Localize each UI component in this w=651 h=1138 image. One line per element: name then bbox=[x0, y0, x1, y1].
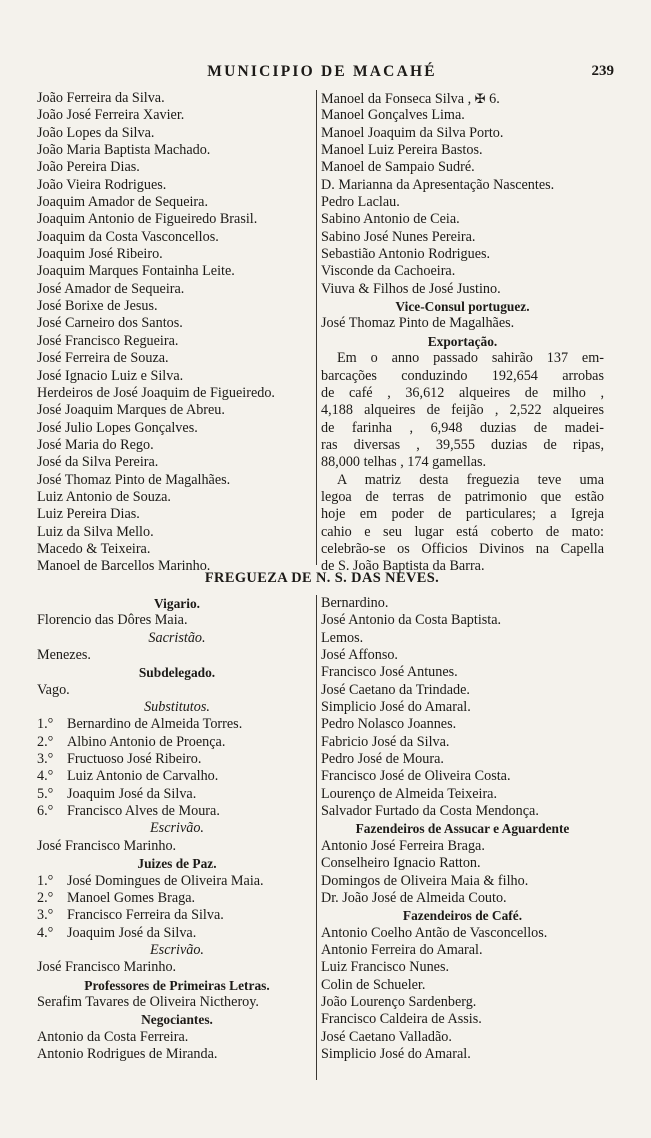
list-item: Fabricio José da Silva. bbox=[321, 733, 450, 750]
list-item: Joaquim José Ribeiro. bbox=[37, 246, 163, 263]
item-number: 4.° bbox=[37, 924, 54, 941]
assucar-heading: Fazendeiros de Assucar e Aguardente bbox=[355, 821, 570, 837]
list-item: Antonio Rodrigues de Miranda. bbox=[37, 1045, 218, 1062]
list-item: João Pereira Dias. bbox=[37, 159, 140, 176]
list-item: José Joaquim Marques de Abreu. bbox=[37, 402, 225, 419]
item-number: 5.° bbox=[37, 785, 54, 802]
list-item: José Caetano da Trindade. bbox=[321, 681, 470, 698]
escrivao-heading: Escrivão. bbox=[150, 820, 204, 837]
page-title: MUNICIPIO DE MACAHÉ bbox=[207, 63, 437, 80]
item-name: Joaquim José da Silva. bbox=[67, 785, 197, 802]
list-item: José Julio Lopes Gonçalves. bbox=[37, 419, 198, 436]
item-number: 4.° bbox=[37, 768, 54, 785]
export-paragraph-2 bbox=[321, 472, 604, 576]
list-item: Manoel Joaquim da Silva Porto. bbox=[321, 124, 504, 141]
list-item: José Thomaz Pinto de Magalhães. bbox=[37, 471, 231, 488]
vice-consul-name: José Thomaz Pinto de Magalhães. bbox=[321, 315, 515, 332]
item-name: Joaquim José da Silva. bbox=[67, 924, 197, 941]
list-item: Joaquim Antonio de Figueiredo Brasil. bbox=[37, 211, 258, 228]
list-item: Colin de Schueler. bbox=[321, 976, 426, 993]
paragraph-line: 88,000 telhas , 174 gamellas. bbox=[321, 454, 487, 471]
list-item: Francisco José Antunes. bbox=[321, 664, 458, 681]
escrivao-name: José Francisco Marinho. bbox=[37, 837, 177, 854]
names-list bbox=[321, 107, 604, 298]
list-item: Luiz da Silva Mello. bbox=[37, 523, 154, 540]
top-right-column bbox=[316, 90, 604, 575]
negociantes-heading: Negociantes. bbox=[141, 1012, 213, 1028]
top-left-column bbox=[37, 90, 317, 576]
list-item: Pedro Laclau. bbox=[321, 194, 400, 211]
list-item: José Caetano Valladão. bbox=[321, 1028, 452, 1045]
paragraph-line: legoa de terras de patrimonio que estão bbox=[321, 488, 604, 505]
list-item: José Affonso. bbox=[321, 647, 398, 664]
list-item: Viuva & Filhos de José Justino. bbox=[321, 280, 501, 297]
list-item: Sabino Antonio de Ceia. bbox=[321, 211, 460, 228]
vigario-name: Florencio das Dôres Maia. bbox=[37, 612, 188, 629]
list-item: Antonio José Ferreira Braga. bbox=[321, 837, 485, 854]
order-number: 6. bbox=[489, 91, 500, 107]
paragraph-line: celebrão-se os Officios Divinos na Capella bbox=[321, 540, 604, 557]
vice-consul-heading: Vice-Consul portuguez. bbox=[395, 299, 530, 315]
list-item: Manoel de Barcellos Marinho. bbox=[37, 558, 211, 575]
subdelegado-heading: Subdelegado. bbox=[138, 665, 216, 681]
list-item: Conselheiro Ignacio Ratton. bbox=[321, 855, 481, 872]
substitutos-heading: Substitutos. bbox=[144, 699, 210, 716]
freguezia-heading: FREGUEZA DE N. S. DAS NEVES. bbox=[204, 570, 440, 586]
list-item: João Ferreira da Silva. bbox=[37, 90, 165, 106]
numbered-item bbox=[37, 925, 317, 942]
list-item: Antonio da Costa Ferreira. bbox=[37, 1028, 189, 1045]
item-number: 2.° bbox=[37, 733, 54, 750]
juizes-heading: Juizes de Paz. bbox=[137, 856, 217, 872]
list-item: Manoel Luiz Pereira Bastos. bbox=[321, 142, 483, 159]
numbered-item bbox=[37, 786, 317, 803]
bottom-left-column bbox=[37, 595, 317, 1063]
list-item: Pedro José de Moura. bbox=[321, 751, 444, 768]
list-item: Lourenço de Almeida Teixeira. bbox=[321, 785, 498, 802]
list-item: Sabino José Nunes Pereira. bbox=[321, 228, 476, 245]
item-number: 6.° bbox=[37, 803, 54, 820]
list-item: D. Marianna da Apresentação Nascentes. bbox=[321, 176, 555, 193]
list-item: José Antonio da Costa Baptista. bbox=[321, 612, 502, 629]
list-item: Joaquim da Costa Vasconcellos. bbox=[37, 228, 219, 245]
numbered-item bbox=[37, 803, 317, 820]
page-number: 239 bbox=[591, 63, 614, 79]
item-number: 1.° bbox=[37, 716, 54, 733]
item-name: Francisco Alves de Moura. bbox=[67, 803, 220, 820]
numbered-item bbox=[37, 890, 317, 907]
sacristao-name: Menezes. bbox=[37, 647, 91, 664]
list-item: João Maria Baptista Machado. bbox=[37, 142, 211, 159]
list-item: Luiz Antonio de Souza. bbox=[37, 488, 171, 505]
list-item: José Amador de Sequeira. bbox=[37, 280, 185, 297]
list-item: José Carneiro dos Santos. bbox=[37, 315, 183, 332]
item-name: Francisco Ferreira da Silva. bbox=[67, 907, 224, 924]
numbered-item bbox=[37, 873, 317, 890]
item-name: Albino Antonio de Proença. bbox=[67, 733, 226, 750]
paragraph-line: de farinha , 6,948 duzias de madei- bbox=[321, 419, 604, 436]
list-item: Dr. João José de Almeida Couto. bbox=[321, 889, 507, 906]
paragraph-line: de S. João Baptista da Barra. bbox=[321, 558, 485, 575]
item-name: Bernardino de Almeida Torres. bbox=[67, 716, 243, 733]
list-item: Domingos de Oliveira Maia & filho. bbox=[321, 872, 529, 889]
list-item: Lemos. bbox=[321, 629, 364, 646]
item-number: 2.° bbox=[37, 889, 54, 906]
sacristao-heading: Sacristão. bbox=[148, 629, 206, 646]
list-item: José Ignacio Luiz e Silva. bbox=[37, 367, 184, 384]
item-name: Fructuoso José Ribeiro. bbox=[67, 751, 202, 768]
professor-name: Serafim Tavares de Oliveira Nictheroy. bbox=[37, 993, 259, 1010]
list-item: José Ferreira de Souza. bbox=[37, 350, 169, 367]
list-item: Manoel de Sampaio Sudré. bbox=[321, 159, 475, 176]
item-name: Luiz Antonio de Carvalho. bbox=[67, 768, 219, 785]
export-heading: Exportação. bbox=[427, 333, 498, 349]
paragraph-line: ras diversas , 39,555 duzias de ripas, bbox=[321, 436, 604, 453]
list-item: Sebastião Antonio Rodrigues. bbox=[321, 246, 491, 263]
list-item: Francisco Caldeira de Assis. bbox=[321, 1011, 482, 1028]
list-item: João José Ferreira Xavier. bbox=[37, 107, 185, 124]
running-head bbox=[36, 62, 614, 84]
list-item: Joaquim Marques Fontainha Leite. bbox=[37, 263, 235, 280]
list-item: João Lourenço Sardenberg. bbox=[321, 993, 477, 1010]
escrivao-name: José Francisco Marinho. bbox=[37, 959, 177, 976]
list-item: Antonio Ferreira do Amaral. bbox=[321, 941, 483, 958]
numbered-item bbox=[37, 716, 317, 733]
list-item: José da Silva Pereira. bbox=[37, 454, 159, 471]
professores-heading: Professores de Primeiras Letras. bbox=[84, 977, 270, 993]
list-item: Simplicio José do Amaral. bbox=[321, 699, 471, 716]
list-item: João Lopes da Silva. bbox=[37, 124, 155, 141]
list-item: Manoel Gonçalves Lima. bbox=[321, 107, 465, 124]
item-name: José Domingues de Oliveira Maia. bbox=[67, 872, 264, 889]
list-item: Francisco José de Oliveira Costa. bbox=[321, 768, 511, 785]
name-text: Manoel da Fonseca Silva , bbox=[321, 91, 472, 107]
numbered-item bbox=[37, 751, 317, 768]
list-item: Salvador Furtado da Costa Mendonça. bbox=[321, 803, 539, 820]
list-item: Luiz Pereira Dias. bbox=[37, 506, 140, 523]
numbered-item bbox=[37, 907, 317, 924]
vigario-heading: Vigario. bbox=[154, 596, 200, 611]
cafe-heading: Fazendeiros de Café. bbox=[402, 908, 523, 924]
paragraph-line: barcações conduzindo 192,654 arrobas bbox=[321, 367, 604, 384]
list-item: José Francisco Regueira. bbox=[37, 332, 179, 349]
list-item: João Vieira Rodrigues. bbox=[37, 176, 167, 193]
list-item: Pedro Nolasco Joannes. bbox=[321, 716, 457, 733]
order-cross-icon: ✠ bbox=[474, 91, 486, 106]
list-item: Bernardino. bbox=[321, 595, 389, 611]
subdelegado-name: Vago. bbox=[37, 681, 70, 698]
list-item: Simplicio José do Amaral. bbox=[321, 1045, 471, 1062]
paragraph-line: A matriz desta freguezia teve uma bbox=[337, 471, 604, 488]
list-item: Visconde da Cachoeira. bbox=[321, 263, 456, 280]
list-item: Joaquim Amador de Sequeira. bbox=[37, 194, 208, 211]
list-item: José Maria do Rego. bbox=[37, 436, 154, 453]
paragraph-line: 4,188 alqueires de feijão , 2,522 alqueires bbox=[321, 402, 604, 419]
list-item bbox=[321, 90, 604, 107]
list-item: Antonio Coelho Antão de Vasconcellos. bbox=[321, 924, 548, 941]
export-paragraph-1 bbox=[321, 350, 604, 471]
list-item: José Borixe de Jesus. bbox=[37, 298, 158, 315]
paragraph-line: hoje em poder de particulares; a Igreja bbox=[321, 506, 604, 523]
paragraph-line: de café , 36,612 alqueires de milho , bbox=[321, 384, 604, 401]
numbered-item bbox=[37, 734, 317, 751]
item-name: Manoel Gomes Braga. bbox=[67, 889, 196, 906]
item-number: 3.° bbox=[37, 907, 54, 924]
list-item: Herdeiros de José Joaquim de Figueiredo. bbox=[37, 384, 275, 401]
paragraph-line: cahio e seu lugar está coberto de mato: bbox=[321, 523, 604, 540]
bottom-right-column bbox=[316, 595, 604, 1080]
list-item: Macedo & Teixeira. bbox=[37, 540, 151, 557]
item-number: 3.° bbox=[37, 751, 54, 768]
paragraph-line: Em o anno passado sahirão 137 em- bbox=[337, 350, 604, 367]
item-number: 1.° bbox=[37, 872, 54, 889]
numbered-item bbox=[37, 768, 317, 785]
escrivao-heading: Escrivão. bbox=[150, 941, 204, 958]
list-item: Luiz Francisco Nunes. bbox=[321, 959, 450, 976]
